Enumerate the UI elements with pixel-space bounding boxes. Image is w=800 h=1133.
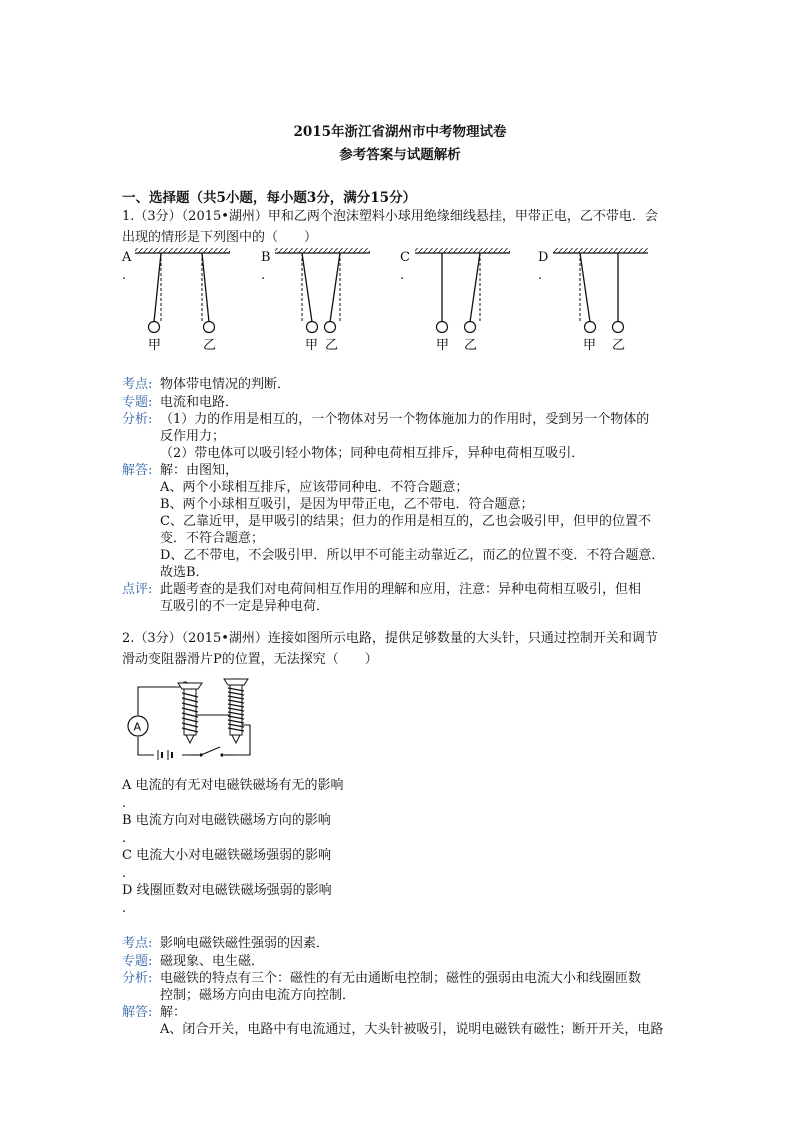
q2-kaodian-label: 考点: (122, 936, 153, 951)
ball-yi (204, 322, 215, 333)
q2-option-a-letter: A (122, 778, 132, 793)
ball-jia (437, 322, 448, 333)
q1-option-a-dot: . (122, 268, 127, 283)
thread (202, 253, 209, 322)
page-subtitle: 参考答案与试题解析 (339, 147, 461, 163)
q1-fenxi-line: （1）力的作用是相互的，一个物体对另一个物体施加力的作用时，受到另一个物体的 (160, 412, 650, 427)
figure-b (275, 248, 370, 353)
q1-fenxi-line: （2）带电体可以吸引轻小物体；同种电荷相互排斥，异种电荷相互吸引． (160, 446, 585, 461)
q1-stem-line2: 出现的情形是下列图中的（ ） (122, 230, 318, 245)
thread (154, 253, 161, 322)
q2-fenxi-line: 控制；磁场方向由电流方向控制． (160, 988, 356, 1003)
q1-option-b-dot: . (261, 268, 266, 283)
ball-jia (149, 322, 160, 333)
q2-kaodian: 影响电磁铁磁性强弱的因素． (160, 936, 330, 951)
q1-dianping-label: 点评: (122, 582, 153, 597)
q1-jieda-line: 变．不符合题意； (160, 531, 265, 546)
q2-option-c-text: 电流大小对电磁铁磁场强弱的影响 (136, 848, 332, 863)
section-heading: 一、选择题（共5小题，每小题3分，满分15分） (122, 190, 417, 206)
thread (330, 253, 340, 322)
label-jia: 甲 (436, 338, 450, 353)
figure-d (553, 248, 648, 353)
label-yi: 乙 (612, 338, 626, 353)
q2-option-b-dot: . (122, 831, 127, 846)
q1-jieda-label: 解答: (122, 463, 153, 478)
q1-jieda-line: D、乙不带电，不会吸引甲．所以甲不可能主动靠近乙，而乙的位置不变．不符合题意． (160, 548, 665, 563)
q1-option-c-letter: C (400, 250, 410, 265)
electromagnet-2 (224, 679, 248, 743)
q1-dianping-line: 此题考查的是我们对电荷间相互作用的理解和应用，注意：异种电荷相互吸引，但相 (160, 582, 642, 597)
q1-fenxi-label: 分析: (122, 412, 153, 427)
q2-fenxi-label: 分析: (122, 971, 153, 986)
q1-stem-line1: 1.（3分）（2015•湖州）甲和乙两个泡沫塑料小球用绝缘细线悬挂，甲带正电，乙不带电．会 (122, 209, 658, 224)
q2-option-d-dot: . (122, 901, 127, 916)
ball-yi (465, 322, 476, 333)
label-jia: 甲 (583, 338, 597, 353)
q2-stem-line1: 2.（3分）（2015•湖州）连接如图所示电路，提供足够数量的大头针，只通过控制开关和调节 (122, 631, 658, 646)
q2-option-a (122, 776, 344, 795)
thread (580, 253, 590, 322)
q2-option-c (122, 846, 331, 865)
q1-option-d-letter: D (538, 250, 549, 265)
ball-yi (325, 322, 336, 333)
q2-circuit-diagram (118, 675, 263, 770)
q2-jieda-line: 解： (160, 1005, 187, 1020)
thread (302, 253, 312, 322)
q1-option-a-letter: A (122, 250, 132, 265)
q2-option-d-letter: D (122, 883, 133, 898)
q2-option-c-letter: C (122, 848, 132, 863)
q2-jieda-label: 解答: (122, 1005, 153, 1020)
figure-c (415, 248, 510, 353)
q1-zhuanti-label: 专题: (122, 395, 153, 410)
q2-zhuanti-label: 专题: (122, 954, 153, 969)
q1-jieda-line: 故选B． (160, 565, 209, 580)
label-yi: 乙 (464, 338, 478, 353)
q2-option-d-text: 线圈匝数对电磁铁磁场强弱的影响 (136, 883, 332, 898)
q2-option-b (122, 811, 331, 830)
thread (470, 253, 480, 322)
figure-a (135, 248, 230, 353)
q2-stem-line2: 滑动变阻器滑片P的位置，无法探究（ ） (122, 652, 378, 667)
q2-jieda-line: A、闭合开关，电路中有电流通过，大头针被吸引，说明电磁铁有磁性；断开开关，电路 (160, 1022, 664, 1037)
q2-option-d (122, 881, 332, 900)
label-yi: 乙 (203, 338, 217, 353)
q2-option-b-text: 电流方向对电磁铁磁场方向的影响 (135, 813, 331, 828)
label-jia: 甲 (305, 338, 319, 353)
q1-kaodian-label: 考点: (122, 377, 153, 392)
q2-option-a-dot: . (122, 796, 127, 811)
q1-pendulum-figures (130, 245, 660, 357)
ball-jia (307, 322, 318, 333)
q2-option-a-text: 电流的有无对电磁铁磁场有无的影响 (135, 778, 344, 793)
q2-option-b-letter: B (122, 813, 132, 828)
electromagnet-1 (178, 683, 202, 743)
q1-fenxi-line: 反作用力； (160, 429, 226, 444)
battery-icon (154, 749, 182, 761)
ball-jia (585, 322, 596, 333)
q2-fenxi-line: 电磁铁的特点有三个：磁性的有无由通断电控制；磁性的强弱由电流大小和线圈匝数 (160, 971, 642, 986)
q2-option-c-dot: . (122, 866, 127, 881)
q1-jieda-line: C、乙靠近甲，是甲吸引的结果；但力的作用是相互的，乙也会吸引甲，但甲的位置不 (160, 514, 651, 529)
page-title: 2015年浙江省湖州市中考物理试卷 (293, 124, 507, 140)
ball-yi (613, 322, 624, 333)
q1-option-d-dot: . (538, 268, 543, 283)
q1-option-b-letter: B (261, 250, 271, 265)
switch-icon (190, 745, 234, 759)
q1-jieda-line: B、两个小球相互吸引，是因为甲带正电，乙不带电．符合题意； (160, 497, 534, 512)
label-yi: 乙 (325, 338, 339, 353)
ceiling (135, 248, 230, 253)
q1-jieda-line: 解：由图知， (160, 463, 239, 478)
q1-option-c-dot: . (400, 268, 405, 283)
q1-kaodian: 物体带电情况的判断． (160, 377, 291, 392)
q2-zhuanti: 磁现象、电生磁． (160, 954, 265, 969)
q1-jieda-line: A、两个小球相互排斥，应该带同种电．不符合题意； (160, 480, 469, 495)
q1-zhuanti: 电流和电路． (160, 395, 239, 410)
label-jia: 甲 (148, 338, 162, 353)
ammeter-label: A (133, 720, 142, 734)
q1-dianping-line: 互吸引的不一定是异种电荷． (160, 599, 330, 614)
